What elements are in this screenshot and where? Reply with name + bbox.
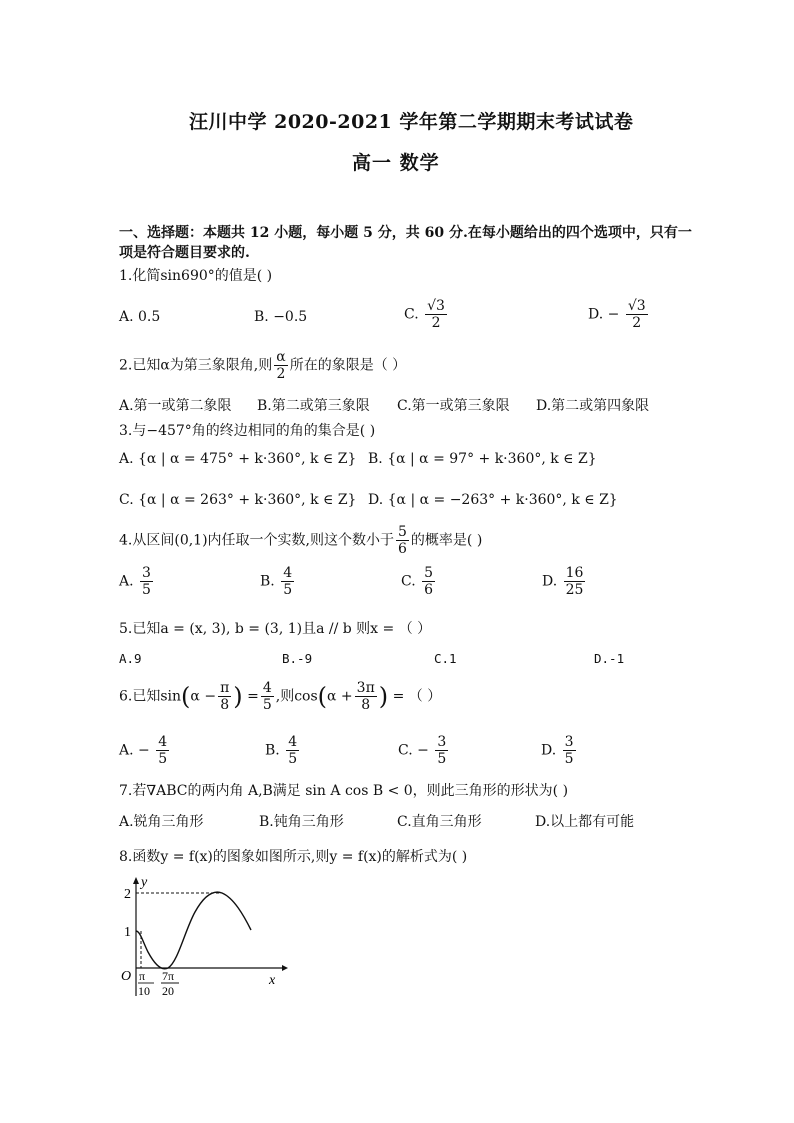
q6-arg2-denominator: 8 xyxy=(361,697,371,713)
q6-arg2-pre: α + xyxy=(327,688,353,705)
q4-stem-pre: 4.从区间(0,1)内任取一个实数,则这个数小于 xyxy=(119,532,394,549)
q6-c-denominator: 5 xyxy=(437,751,447,767)
q4-a-numerator: 3 xyxy=(142,565,151,581)
q8-stem: 8.函数y = f(x)的图象如图所示,则y = f(x)的解析式为( ) xyxy=(119,849,468,865)
q4-c-numerator: 5 xyxy=(424,565,434,581)
q6-a-sign: − xyxy=(138,742,150,759)
q1-c-denominator: 2 xyxy=(431,315,441,331)
y-tick-2: 2 xyxy=(124,887,131,902)
q4-b-denominator: 5 xyxy=(283,582,293,598)
x-tick-7pi20-denominator: 20 xyxy=(162,984,174,998)
q1-d-numerator: √3 xyxy=(627,298,646,314)
q4-a-label: A. xyxy=(119,573,134,590)
q4-frac-numerator: 5 xyxy=(398,524,407,540)
q6-arg1-numerator: π xyxy=(220,680,230,696)
q4-option-a xyxy=(119,565,155,598)
q2-frac-denominator: 2 xyxy=(276,366,286,382)
q6-b-denominator: 5 xyxy=(288,751,298,767)
q1-c-numerator: √3 xyxy=(427,298,445,314)
q1-option-d-label: D. xyxy=(588,306,604,323)
q3-stem: 3.与−457°角的终边相同的角的集合是( ) xyxy=(119,423,376,439)
q5-option-b: B.-9 xyxy=(282,651,313,666)
q6-a-numerator: 4 xyxy=(158,734,168,750)
q4-option-b xyxy=(260,565,296,598)
q7-option-d: D.以上都有可能 xyxy=(535,814,635,830)
q2-stem xyxy=(119,349,406,382)
q6-stem-post: = （ ） xyxy=(392,688,442,705)
section-heading-line1: 一、选择题：本题共 12 小题，每小题 5 分，共 60 分.在每小题给出的四个选项中，只有一 xyxy=(119,225,692,241)
q1-option-c xyxy=(404,298,449,331)
q6-a-label: A. xyxy=(119,742,134,759)
q5-stem: 5.已知a = (x, 3), b = (3, 1)且a // b 则x = （ ） xyxy=(119,621,432,637)
q7-option-b: B.钝角三角形 xyxy=(259,814,344,830)
q4-option-c xyxy=(401,565,437,598)
y-axis-label: y xyxy=(141,875,148,890)
q6-a-denominator: 5 xyxy=(158,751,168,767)
q6-arg1-pre: α − xyxy=(190,688,217,705)
q4-d-label: D. xyxy=(542,573,558,590)
q6-option-a xyxy=(119,734,171,767)
q6-d-label: D. xyxy=(541,742,557,759)
q1-d-denominator: 2 xyxy=(632,315,642,331)
q5-option-c: C.1 xyxy=(434,651,457,666)
x-tick-7pi20-numerator: 7π xyxy=(162,969,175,983)
q1-d-sign: − xyxy=(607,306,620,323)
section-heading-line2: 项是符合题目要求的. xyxy=(119,245,250,261)
q4-c-label: C. xyxy=(401,573,416,590)
q7-option-a: A.锐角三角形 xyxy=(119,814,204,830)
q4-frac-denominator: 6 xyxy=(398,541,407,557)
q7-stem: 7.若∇ABC的两内角 A,B满足 sin A cos B < 0，则此三角形的形状为( ) xyxy=(119,783,569,799)
q6-c-label: C. xyxy=(398,742,413,759)
q2-stem-pre: 2.已知α为第三象限角,则 xyxy=(119,357,273,374)
q6-d-numerator: 3 xyxy=(564,734,574,750)
q6-b-label: B. xyxy=(265,742,280,759)
q4-d-numerator: 16 xyxy=(565,565,584,581)
q3-option-a: A. {α | α = 475° + k·360°, k ∈ Z} xyxy=(119,451,357,467)
q4-stem xyxy=(119,524,482,557)
q2-frac-numerator: α xyxy=(276,349,286,365)
q2-option-a: A.第一或第二象限 xyxy=(119,398,232,414)
q6-c-numerator: 3 xyxy=(437,734,447,750)
q1-option-b: B. −0.5 xyxy=(254,309,308,325)
q1-option-a: A. 0.5 xyxy=(119,309,161,325)
q4-b-label: B. xyxy=(260,573,275,590)
q4-a-denominator: 5 xyxy=(142,582,151,598)
sine-curve xyxy=(136,892,251,969)
q2-option-d: D.第二或第四象限 xyxy=(536,398,650,414)
y-axis-arrow-icon xyxy=(133,877,139,884)
q4-d-denominator: 25 xyxy=(565,582,584,598)
q6-equals: = xyxy=(247,688,259,705)
q6-value-denominator: 5 xyxy=(262,697,272,713)
x-tick-pi10-denominator: 10 xyxy=(138,984,150,998)
q4-b-numerator: 4 xyxy=(283,565,293,581)
q1-option-d xyxy=(588,298,650,331)
q2-stem-post: 所在的象限是（ ） xyxy=(289,357,407,374)
q1-option-c-label: C. xyxy=(404,306,419,323)
x-tick-pi10-numerator: π xyxy=(139,969,146,983)
q6-option-d xyxy=(541,734,578,767)
q8-function-graph xyxy=(110,872,300,1002)
q4-stem-post: 的概率是( ) xyxy=(410,532,483,549)
q2-option-b: B.第二或第三象限 xyxy=(257,398,370,414)
q5-option-d: D.-1 xyxy=(594,651,625,666)
x-axis-arrow-icon xyxy=(282,965,288,971)
q4-c-denominator: 6 xyxy=(424,582,434,598)
q6-value-numerator: 4 xyxy=(262,680,272,696)
q7-option-c: C.直角三角形 xyxy=(397,814,482,830)
q2-option-c: C.第一或第三象限 xyxy=(397,398,510,414)
x-axis-label: x xyxy=(269,973,276,988)
q3-option-b: B. {α | α = 97° + k·360°, k ∈ Z} xyxy=(368,451,597,467)
q3-option-c: C. {α | α = 263° + k·360°, k ∈ Z} xyxy=(119,492,357,508)
q6-mid: ,则cos xyxy=(275,688,318,705)
q6-stem: 6.已知sin(α − $\frac{\pi}{8}$ ) = $\frac{4}{5}$ ,则cos(α + $\frac{3\pi}{8}$ ) = （ ） xyxy=(119,680,442,713)
q3-option-d: D. {α | α = −263° + k·360°, k ∈ Z} xyxy=(368,492,618,508)
q5-option-a: A.9 xyxy=(119,651,142,666)
origin-label: O xyxy=(121,969,132,984)
q6-d-denominator: 5 xyxy=(564,751,574,767)
q6-arg1-denominator: 8 xyxy=(220,697,230,713)
q4-option-d xyxy=(542,565,587,598)
q6-option-c xyxy=(398,734,450,767)
exam-subtitle: 高一 数学 xyxy=(352,152,440,174)
q6-arg2-numerator: 3π xyxy=(356,680,375,696)
exam-title: 汪川中学 2020-2021 学年第二学期期末考试试卷 xyxy=(189,111,634,133)
y-tick-1: 1 xyxy=(124,925,131,940)
q1-stem: 1.化简sin690°的值是( ) xyxy=(119,268,273,284)
q6-b-numerator: 4 xyxy=(288,734,298,750)
q6-stem-pre: 6.已知sin xyxy=(119,688,182,705)
q6-c-sign: − xyxy=(417,742,429,759)
q6-option-b xyxy=(265,734,301,767)
